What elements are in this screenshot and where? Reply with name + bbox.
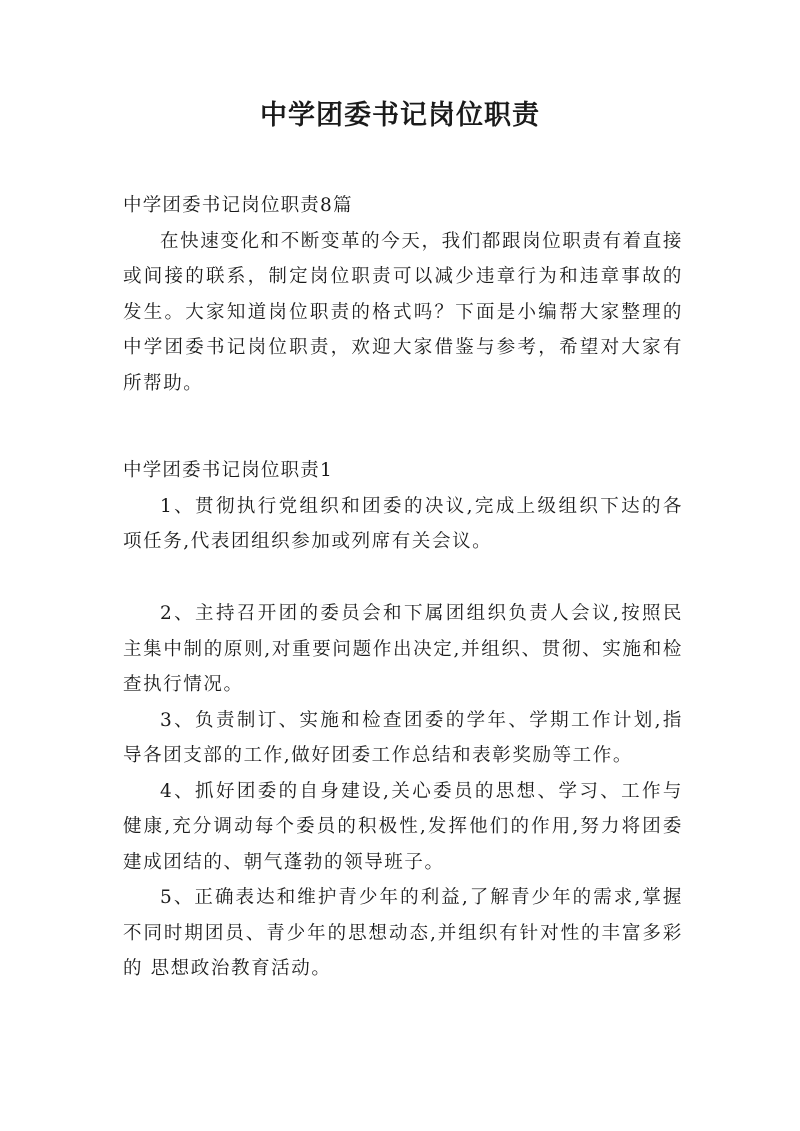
duty-item-5: 5、正确表达和维护青少年的利益,了解青少年的需求,掌握不同时期团员、青少年的思想动态,并组织有针对性的丰富多彩的 思想政治教育活动。: [123, 887, 683, 979]
duty-item-3: 3、负责制订、实施和检查团委的学年、学期工作计划,指导各团支部的工作,做好团委工作总结和表彰奖励等工作。: [123, 709, 683, 766]
intro-block: [123, 188, 683, 401]
document-subtitle: 中学团委书记岗位职责8篇: [123, 195, 353, 216]
section-1-block: [123, 453, 683, 560]
duty-item-2: 2、主持召开团的委员会和下属团组织负责人会议,按照民主集中制的原则,对重要问题作出决定,并组织、贯彻、实施和检查执行情况。: [123, 603, 683, 695]
intro-paragraph: 在快速变化和不断变革的今天，我们都跟岗位职责有着直接或间接的联系，制定岗位职责可以减少违章行为和违章事故的发生。大家知道岗位职责的格式吗？下面是小编帮大家整理的中学团委书记岗位职责，欢迎大家借鉴与参考，希望对大家有所帮助。: [123, 230, 683, 394]
duty-item-4: 4、抓好团委的自身建设,关心委员的思想、学习、工作与健康,充分调动每个委员的积极性,发挥他们的作用,努力将团委建成团结的、朝气蓬勃的领导班子。: [123, 780, 683, 873]
section-1-duties: [123, 596, 683, 987]
document-title: 中学团委书记岗位职责: [260, 100, 540, 131]
duty-item-1: 1、贯彻执行党组织和团委的决议,完成上级组织下达的各项任务,代表团组织参加或列席有关会议。: [123, 495, 683, 552]
section-heading: 中学团委书记岗位职责1: [123, 460, 333, 481]
